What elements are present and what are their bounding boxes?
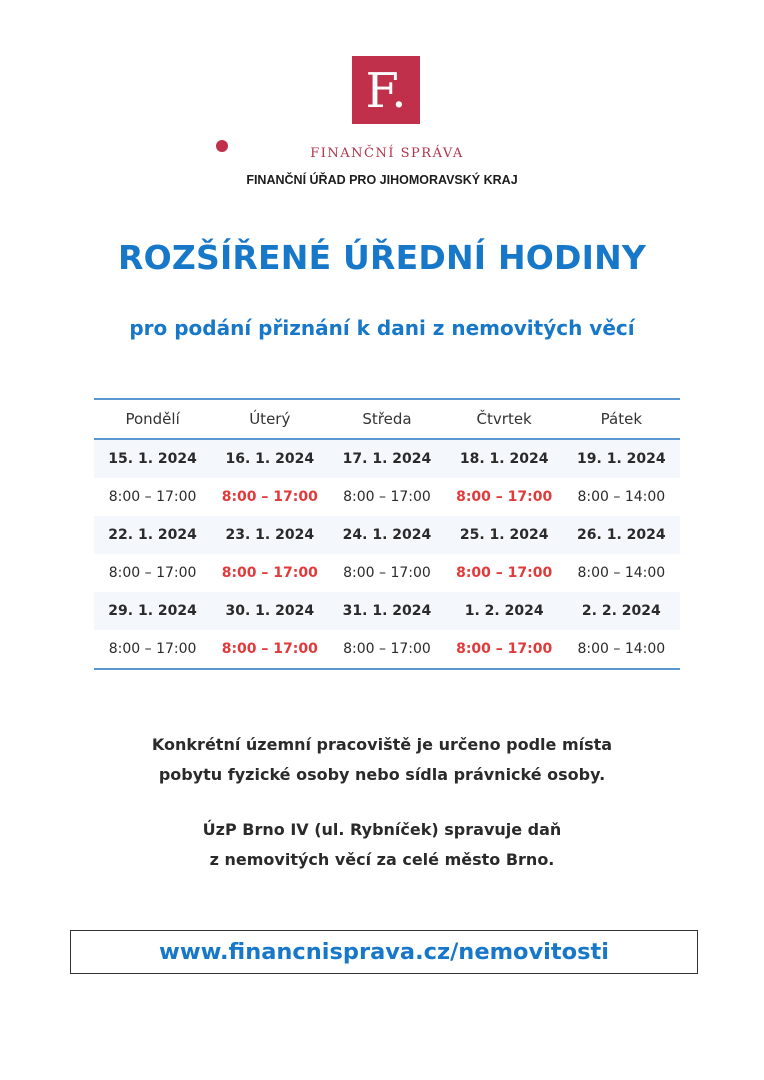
date-cell: 26. 1. 2024 xyxy=(577,527,666,543)
extended-hours-cell: 8:00 – 17:00 xyxy=(221,565,318,581)
logo-letter: F. xyxy=(365,63,407,119)
extended-hours-cell: 8:00 – 17:00 xyxy=(456,641,553,657)
date-row xyxy=(94,592,680,630)
url-box xyxy=(70,930,698,974)
extended-hours-cell: 8:00 – 17:00 xyxy=(456,565,553,581)
date-cell: 2. 2. 2024 xyxy=(581,603,661,619)
hours-cell: 8:00 – 17:00 xyxy=(108,489,197,505)
date-cell: 17. 1. 2024 xyxy=(342,451,432,467)
day-header: Pondělí xyxy=(125,410,180,428)
hours-row xyxy=(94,554,680,592)
day-header: Čtvrtek xyxy=(476,410,532,428)
table-header-row xyxy=(94,400,680,438)
date-cell: 29. 1. 2024 xyxy=(108,603,197,619)
date-cell: 24. 1. 2024 xyxy=(342,527,432,543)
note-line: ÚzP Brno IV (ul. Rybníček) spravuje daň xyxy=(202,820,562,839)
day-header: Pátek xyxy=(600,410,643,428)
note-brno-office xyxy=(0,815,764,875)
schedule-table xyxy=(94,398,680,670)
date-cell: 16. 1. 2024 xyxy=(225,451,315,467)
hours-cell: 8:00 – 17:00 xyxy=(108,565,197,581)
date-cell: 15. 1. 2024 xyxy=(108,451,197,467)
hours-cell: 8:00 – 14:00 xyxy=(577,489,666,505)
date-cell: 1. 2. 2024 xyxy=(464,603,544,619)
day-header: Středa xyxy=(362,410,412,428)
hours-row xyxy=(94,630,680,668)
date-cell: 30. 1. 2024 xyxy=(225,603,315,619)
date-cell: 31. 1. 2024 xyxy=(342,603,432,619)
date-cell: 18. 1. 2024 xyxy=(459,451,549,467)
date-row xyxy=(94,516,680,554)
day-header: Úterý xyxy=(249,410,291,428)
hours-row xyxy=(94,478,680,516)
hours-cell: 8:00 – 17:00 xyxy=(343,565,431,581)
note-line: pobytu fyzické osoby nebo sídla právnické osoby. xyxy=(158,765,606,784)
page-subtitle: pro podání přiznání k dani z nemovitých věcí xyxy=(129,316,635,340)
page-title: ROZŠÍŘENÉ ÚŘEDNÍ HODINY xyxy=(117,238,647,277)
hours-cell: 8:00 – 17:00 xyxy=(343,489,431,505)
hours-cell: 8:00 – 14:00 xyxy=(577,641,666,657)
note-line: z nemovitých věcí za celé město Brno. xyxy=(209,850,555,869)
hours-cell: 8:00 – 17:00 xyxy=(343,641,431,657)
hours-cell: 8:00 – 14:00 xyxy=(577,565,666,581)
website-link[interactable]: www.financnisprava.cz/nemovitosti xyxy=(159,939,609,965)
note-line: Konkrétní územní pracoviště je určeno podle místa xyxy=(151,735,613,754)
extended-hours-cell: 8:00 – 17:00 xyxy=(221,489,318,505)
office-name: FINANČNÍ ÚŘAD PRO JIHOMORAVSKÝ KRAJ xyxy=(246,173,518,187)
table-bottom-rule xyxy=(94,668,680,670)
date-cell: 22. 1. 2024 xyxy=(108,527,197,543)
note-office-assignment xyxy=(0,730,764,790)
date-cell: 19. 1. 2024 xyxy=(577,451,666,467)
date-row xyxy=(94,440,680,478)
logo-wordmark: FINANČNÍ SPRÁVA xyxy=(310,146,464,161)
logo-box xyxy=(352,56,420,124)
date-cell: 25. 1. 2024 xyxy=(459,527,549,543)
extended-hours-cell: 8:00 – 17:00 xyxy=(221,641,318,657)
extended-hours-cell: 8:00 – 17:00 xyxy=(456,489,553,505)
date-cell: 23. 1. 2024 xyxy=(225,527,315,543)
logo-dot-icon xyxy=(216,140,228,152)
hours-cell: 8:00 – 17:00 xyxy=(108,641,197,657)
